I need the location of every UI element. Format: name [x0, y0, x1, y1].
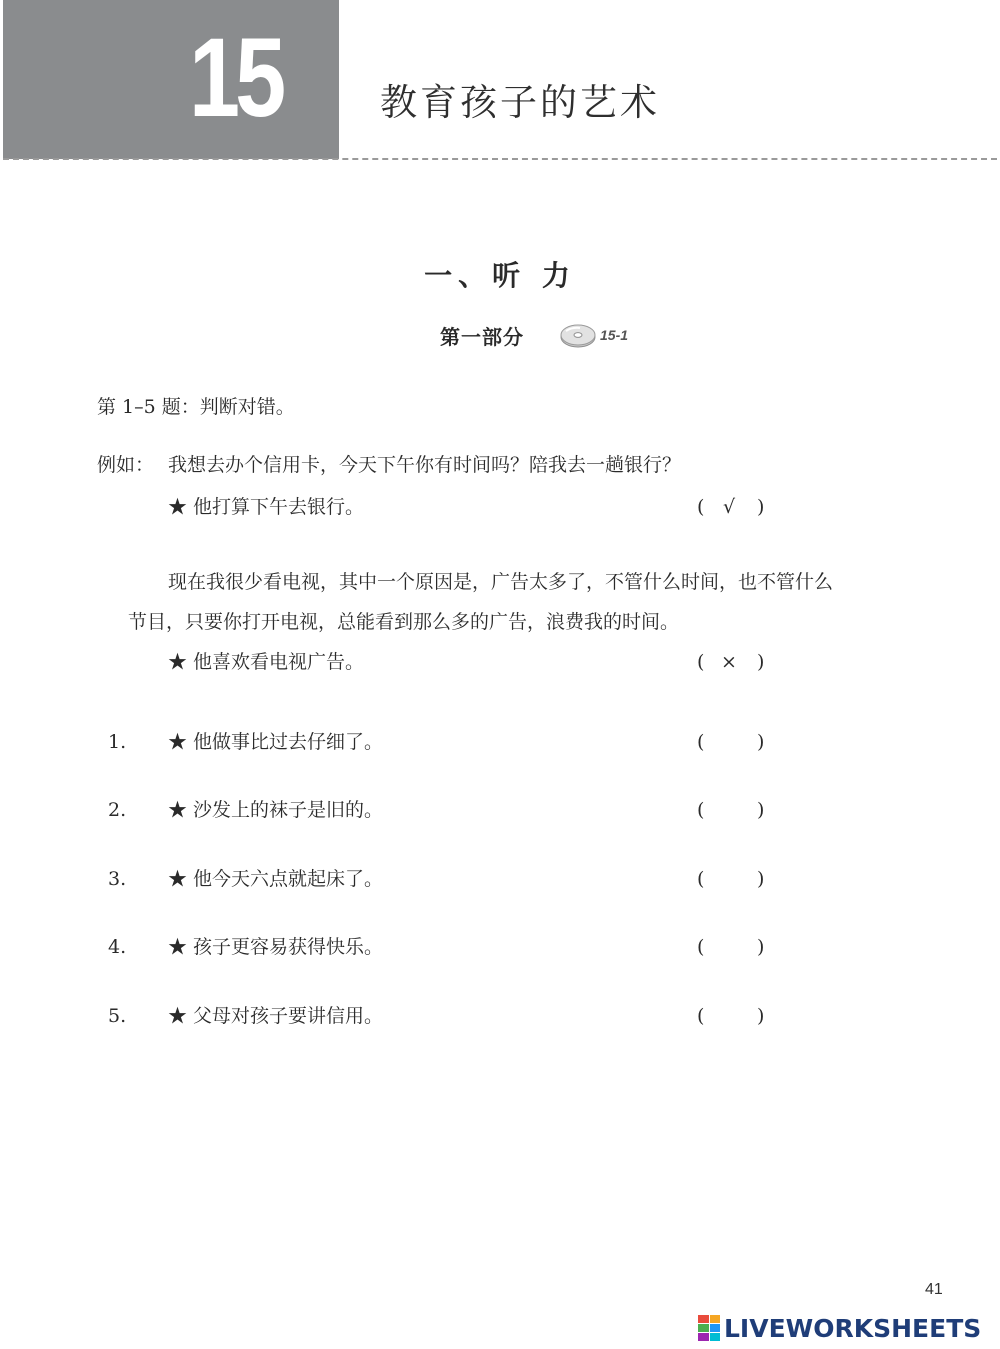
question-statement: ★ 他做事比过去仔细了。 [168, 731, 384, 753]
brand-logo-icon [698, 1315, 720, 1341]
example2-answer: × [721, 651, 737, 673]
section-title: 一、听 力 [424, 259, 576, 292]
paren-close: ) [757, 868, 765, 890]
paren-open: ( [697, 651, 705, 673]
question-statement: ★ 他今天六点就起床了。 [168, 868, 384, 890]
paren-close: ) [757, 496, 765, 518]
cd-icon[interactable] [560, 321, 596, 349]
question-number: 1. [108, 731, 127, 753]
question-number: 5. [108, 1005, 127, 1027]
question-statement: ★ 沙发上的袜子是旧的。 [168, 799, 384, 821]
paren-open: ( [697, 936, 705, 958]
paren-open: ( [697, 799, 705, 821]
lesson-header-block [3, 0, 339, 159]
paren-close: ) [757, 1005, 765, 1027]
question-number: 2. [108, 799, 127, 821]
paren-close: ) [757, 936, 765, 958]
instructions: 第 1–5 题：判断对错。 [97, 396, 295, 418]
brand-watermark[interactable] [698, 1313, 981, 1343]
example1-passage: 我想去办个信用卡，今天下午你有时间吗？陪我去一趟银行？ [168, 454, 682, 476]
example2-passage-line2: 节目，只要你打开电视，总能看到那么多的广告，浪费我的时间。 [128, 611, 680, 633]
track-label: 15-1 [600, 327, 629, 343]
part-title: 第一部分 [440, 324, 524, 349]
lesson-number: 15 [189, 15, 282, 140]
question-number: 4. [108, 936, 127, 958]
page-number: 41 [925, 1281, 943, 1298]
paren-close: ) [757, 799, 765, 821]
example2-passage-line1: 现在我很少看电视，其中一个原因是，广告太多了，不管什么时间，也不管什么 [168, 571, 834, 593]
example2-statement: ★ 他喜欢看电视广告。 [168, 651, 365, 673]
question-number: 3. [108, 868, 127, 890]
example-label: 例如： [97, 454, 155, 476]
question-statement: ★ 孩子更容易获得快乐。 [168, 936, 384, 958]
paren-open: ( [697, 868, 705, 890]
example1-answer: √ [722, 496, 736, 518]
paren-open: ( [697, 731, 705, 753]
paren-open: ( [697, 1005, 705, 1027]
header-divider [3, 158, 997, 160]
lesson-title: 教育孩子的艺术 [380, 81, 660, 124]
paren-close: ) [757, 651, 765, 673]
paren-close: ) [757, 731, 765, 753]
part-heading [440, 320, 628, 350]
paren-open: ( [697, 496, 705, 518]
brand-name: LIVEWORKSHEETS [724, 1313, 982, 1343]
example1-statement: ★ 他打算下午去银行。 [168, 496, 365, 518]
question-statement: ★ 父母对孩子要讲信用。 [168, 1005, 384, 1027]
